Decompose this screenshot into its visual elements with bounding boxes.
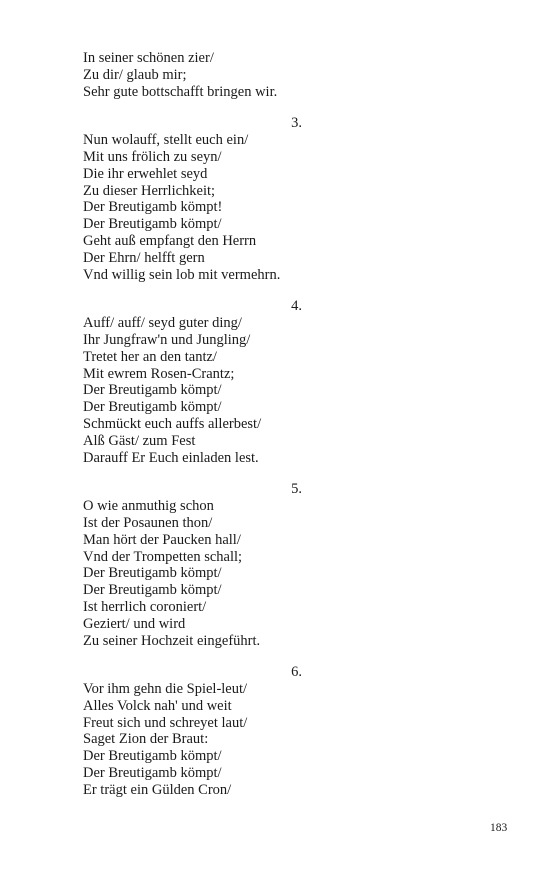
verse-line: Schmückt euch auffs allerbest/ [83,415,262,432]
verse-line: Tretet her an den tantz/ [83,348,217,365]
stanza-gap [83,283,303,298]
verse-line: Auff/ auff/ seyd guter ding/ [83,315,242,332]
verse-line: Der Breutigamb kömpt/ [83,765,222,782]
verse-line: Geht auß empfangt den Herrn [83,232,257,249]
stanza [83,50,303,100]
verse-line: Zu dieser Herrlichkeit; [83,182,216,199]
stanza-gap [83,100,303,115]
verse-line: Alles Volck nah' und weit [83,697,232,714]
verse-line: Ihr Jungfraw'n und Jungling/ [83,331,251,348]
stanza-number: 4. [291,298,302,315]
verse-line: Die ihr erwehlet seyd [83,165,208,182]
stanza-number: 6. [291,664,302,681]
stanza-number: 5. [291,481,302,498]
verse-line: Man hört der Paucken hall/ [83,531,241,548]
verse-line: Der Breutigamb kömpt! [83,199,223,216]
page-number: 183 [490,822,508,834]
stanza [83,298,303,466]
stanza-gap [83,649,303,664]
verse-line: Vnd willig sein lob mit vermehrn. [83,266,281,283]
verse-line: Der Ehrn/ helfft gern [83,249,205,266]
verse-line: Darauff Er Euch einladen lest. [83,449,259,466]
verse-line: Vor ihm gehn die Spiel-leut/ [83,681,248,698]
verse-line: Geziert/ und wird [83,615,186,632]
verse-line: Der Breutigamb kömpt/ [83,565,222,582]
stanza [83,115,303,283]
verse-line: Der Breutigamb kömpt/ [83,216,222,233]
verse-line: Er trägt ein Gülden Cron/ [83,781,232,798]
verse-line: Ist der Posaunen thon/ [83,514,213,531]
verse-line: Nun wolauff, stellt euch ein/ [83,132,249,149]
verse-line: Freut sich und schreyet laut/ [83,714,248,731]
stanza [83,481,303,649]
verse-line: Saget Zion der Braut: [83,731,209,748]
verse-line: Mit uns frölich zu seyn/ [83,148,222,165]
verse-line: Zu dir/ glaub mir; [83,66,187,83]
verse-line: O wie anmuthig schon [83,498,214,515]
verse-line: Vnd der Trompetten schall; [83,548,243,565]
verse-line: Ist herrlich coroniert/ [83,598,207,615]
verse-line: In seiner schönen zier/ [83,50,214,66]
poem-body [83,50,303,799]
verse-line: Alß Gäst/ zum Fest [83,432,196,449]
verse-line: Der Breutigamb kömpt/ [83,582,222,599]
verse-line: Der Breutigamb kömpt/ [83,382,222,399]
verse-line: Der Breutigamb kömpt/ [83,399,222,416]
stanza [83,664,303,798]
verse-line: Mit ewrem Rosen-Crantz; [83,365,235,382]
stanza-gap [83,466,303,481]
verse-line: Der Breutigamb kömpt/ [83,748,222,765]
verse-line: Sehr gute bottschafft bringen wir. [83,83,278,100]
verse-line: Zu seiner Hochzeit eingeführt. [83,632,261,649]
stanza-number: 3. [291,115,302,132]
